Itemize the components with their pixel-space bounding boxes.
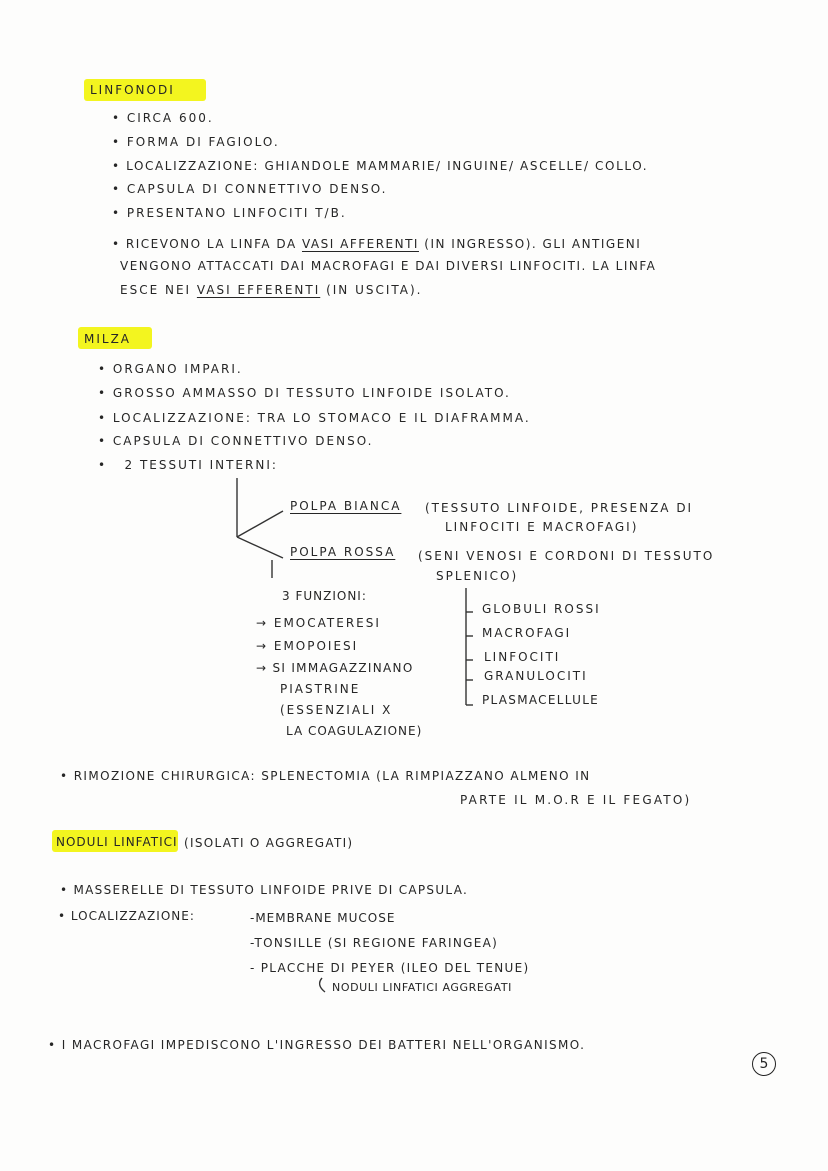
funzioni-title: 3 FUNZIONI: [282, 589, 367, 603]
funzione: → EMOCATERESI [256, 616, 381, 630]
polpa-bianca-label: POLPA BIANCA [290, 499, 402, 513]
bullet: • MASSERELLE DI TESSUTO LINFOIDE PRIVE DI CAPSULA. [60, 883, 469, 897]
polpa-rossa-desc: SPLENICO) [436, 569, 519, 583]
bullet: • I MACROFAGI IMPEDISCONO L'INGRESSO DEI BATTERI NELL'ORGANISMO. [48, 1038, 586, 1052]
vasi-efferenti: VASI EFFERENTI [196, 283, 321, 297]
bullet: • GROSSO AMMASSO DI TESSUTO LINFOIDE ISOLATO. [98, 386, 511, 400]
funzione: LA COAGULAZIONE) [286, 724, 423, 738]
section-subtitle: (ISOLATI O AGGREGATI) [184, 836, 354, 850]
page-number: 5 [752, 1052, 776, 1076]
funzione: → SI IMMAGAZZINANO [256, 661, 414, 675]
bullet: • LOCALIZZAZIONE: GHIANDOLE MAMMARIE/ INGUINE/ ASCELLE/ COLLO. [112, 159, 649, 173]
bullet: • CAPSULA DI CONNETTIVO DENSO. [112, 182, 388, 196]
polpa-bianca-desc: (TESSUTO LINFOIDE, PRESENZA DI [425, 501, 694, 515]
polpa-rossa-label: POLPA ROSSA [290, 545, 396, 559]
bullet: • 2 TESSUTI INTERNI: [98, 458, 278, 472]
aggregati-note: NODULI LINFATICI AGGREGATI [332, 981, 512, 994]
location: - PLACCHE DI PEYER (ILEO DEL TENUE) [250, 961, 530, 975]
text: ESCE NEI [120, 283, 197, 297]
bullet: • CAPSULA DI CONNETTIVO DENSO. [98, 434, 374, 448]
section-title-noduli: NODULI LINFATICI [56, 835, 178, 849]
cell-type: PLASMACELLULE [482, 693, 600, 707]
polpa-rossa-desc: (SENI VENOSI E CORDONI DI TESSUTO [418, 549, 715, 563]
text-line: PARTE IL M.O.R E IL FEGATO) [460, 793, 692, 807]
bullet: • ORGANO IMPARI. [98, 362, 243, 376]
funzione: PIASTRINE [280, 682, 361, 696]
bullet: • RIMOZIONE CHIRURGICA: SPLENECTOMIA (LA RIMPIAZZANO ALMENO IN [60, 769, 591, 783]
location: -TONSILLE (SI REGIONE FARINGEA) [250, 936, 499, 950]
cell-type: MACROFAGI [482, 626, 572, 640]
funzione: → EMOPOIESI [256, 639, 359, 653]
section-title-linfonodi: LINFONODI [90, 83, 175, 97]
text: (IN INGRESSO). GLI ANTIGENI [418, 237, 642, 251]
bullet: • CIRCA 600. [112, 111, 214, 125]
section-title-milza: MILZA [84, 332, 132, 346]
bullet: • LOCALIZZAZIONE: [58, 909, 195, 923]
text: • RICEVONO LA LINFA DA [112, 237, 302, 251]
bullet: • LOCALIZZAZIONE: TRA LO STOMACO E IL DIAFRAMMA. [98, 411, 531, 425]
funzione: (ESSENZIALI X [280, 703, 393, 717]
vasi-afferenti: VASI AFFERENTI [301, 237, 419, 251]
text: (IN USCITA). [320, 283, 423, 297]
bullet: • PRESENTANO LINFOCITI T/B. [112, 206, 347, 220]
cell-type: GRANULOCITI [484, 669, 588, 683]
cell-type: GLOBULI ROSSI [482, 602, 601, 616]
location: -MEMBRANE MUCOSE [250, 911, 396, 925]
polpa-bianca-desc: LINFOCITI E MACROFAGI) [445, 520, 639, 534]
bullet: • FORMA DI FAGIOLO. [112, 135, 280, 149]
cell-type: LINFOCITI [484, 650, 561, 664]
text-line: VENGONO ATTACCATI DAI MACROFAGI E DAI DIVERSI LINFOCITI. LA LINFA [120, 259, 657, 273]
